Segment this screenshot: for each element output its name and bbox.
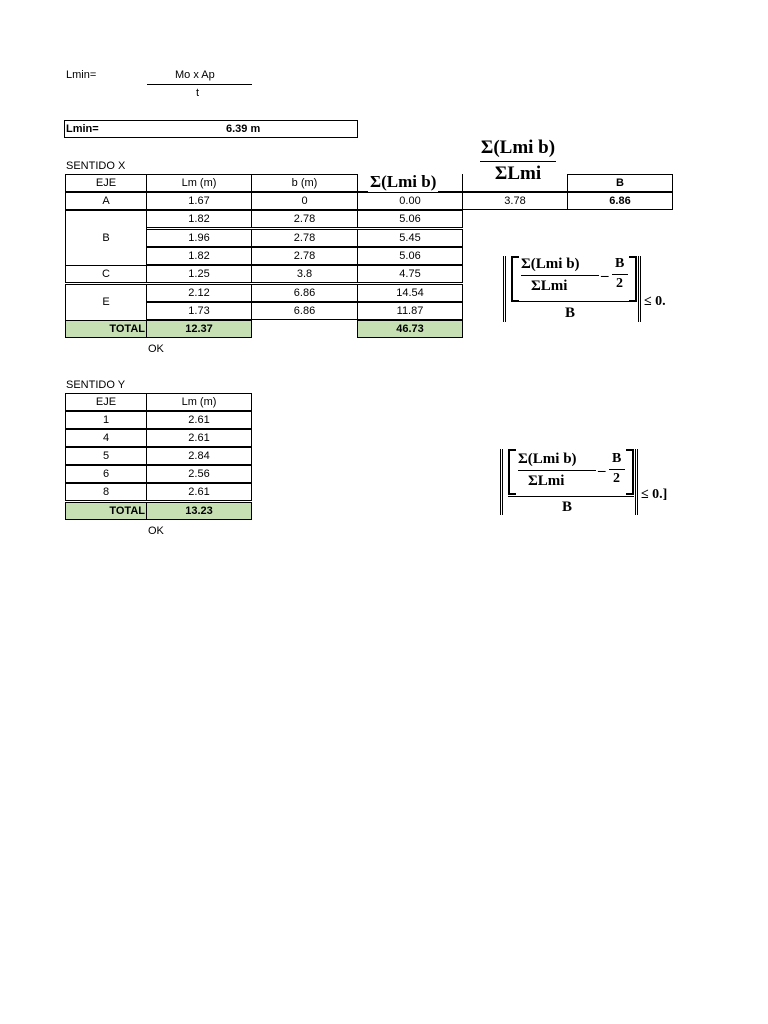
y-header-lm: Lm (m) (146, 393, 252, 411)
x-row-a-lm: 1.67 (146, 192, 252, 210)
x-total-lm: 12.37 (146, 320, 252, 338)
x-row-c-lmb: 4.75 (357, 265, 463, 283)
x-header-lm: Lm (m) (146, 174, 252, 192)
x-row-e2-lm: 1.73 (146, 302, 252, 320)
x-row-b3-lm: 1.82 (146, 247, 252, 265)
y-total-label: TOTAL (65, 502, 147, 520)
x-header-B: B (567, 174, 673, 192)
x-B-value: 6.86 (567, 192, 673, 210)
y-row-8-lm: 2.61 (146, 483, 252, 501)
x-row-e2-lmb: 11.87 (357, 302, 463, 320)
ratio-formula: Σ(Lmi b) ΣLmi (472, 135, 564, 191)
x-row-b2-lm: 1.96 (146, 229, 252, 247)
x-row-c-eje: C (65, 265, 147, 283)
eccentricity-formula-x: Σ(Lmi b) ΣLmi – B 2 B ≤ 0. (503, 254, 675, 324)
y-row-1-lm: 2.61 (146, 411, 252, 429)
x-ratio-value: 3.78 (462, 192, 568, 210)
x-row-c-lm: 1.25 (146, 265, 252, 283)
x-row-b-eje: B (65, 210, 147, 266)
x-header-eje: EJE (65, 174, 147, 192)
x-row-b1-b: 2.78 (251, 210, 358, 228)
x-row-e1-lmb: 14.54 (357, 284, 463, 302)
x-row-b2-lmb: 5.45 (357, 229, 463, 247)
sentido-y-title: SENTIDO Y (66, 379, 126, 391)
y-row-5-eje: 5 (65, 447, 147, 465)
sentido-x-title: SENTIDO X (66, 160, 126, 172)
x-header-b: b (m) (251, 174, 358, 192)
lmin-formula-label: Lmin= (66, 69, 97, 81)
lmin-formula-numerator: Mo x Ap (175, 69, 215, 81)
lmin-fraction-bar (147, 84, 252, 85)
x-row-a-eje: A (65, 192, 147, 210)
lmin-formula-denominator: t (196, 87, 200, 99)
x-total-lmb: 46.73 (357, 320, 463, 338)
x-row-b1-lm: 1.82 (146, 210, 252, 228)
x-row-c-b: 3.8 (251, 265, 358, 283)
y-row-4-lm: 2.61 (146, 429, 252, 447)
x-row-b2-b: 2.78 (251, 229, 358, 247)
x-row-a-lmb: 0.00 (357, 192, 463, 210)
y-row-4-eje: 4 (65, 429, 147, 447)
x-status: OK (148, 343, 164, 355)
x-row-e1-b: 6.86 (251, 284, 358, 302)
x-total-label: TOTAL (65, 320, 147, 338)
x-row-e1-lm: 2.12 (146, 284, 252, 302)
x-row-a-b: 0 (251, 192, 358, 210)
lmin-result-label: Lmin= (66, 123, 99, 135)
sum-lmi-b-formula: Σ(Lmi b) (370, 172, 437, 191)
y-status: OK (148, 525, 164, 537)
y-row-6-lm: 2.56 (146, 465, 252, 483)
y-row-8-eje: 8 (65, 483, 147, 501)
y-header-eje: EJE (65, 393, 147, 411)
x-row-b3-lmb: 5.06 (357, 247, 463, 265)
lmin-result-value: 6.39 m (226, 123, 261, 135)
lmin-result-box (64, 120, 358, 138)
x-row-b1-lmb: 5.06 (357, 210, 463, 228)
x-row-e2-b: 6.86 (251, 302, 358, 320)
y-total-lm: 13.23 (146, 502, 252, 520)
x-row-e-eje: E (65, 284, 147, 321)
eccentricity-formula-y: Σ(Lmi b) ΣLmi – B 2 B ≤ 0.] (500, 447, 676, 517)
y-row-5-lm: 2.84 (146, 447, 252, 465)
y-row-1-eje: 1 (65, 411, 147, 429)
x-row-b3-b: 2.78 (251, 247, 358, 265)
y-row-6-eje: 6 (65, 465, 147, 483)
